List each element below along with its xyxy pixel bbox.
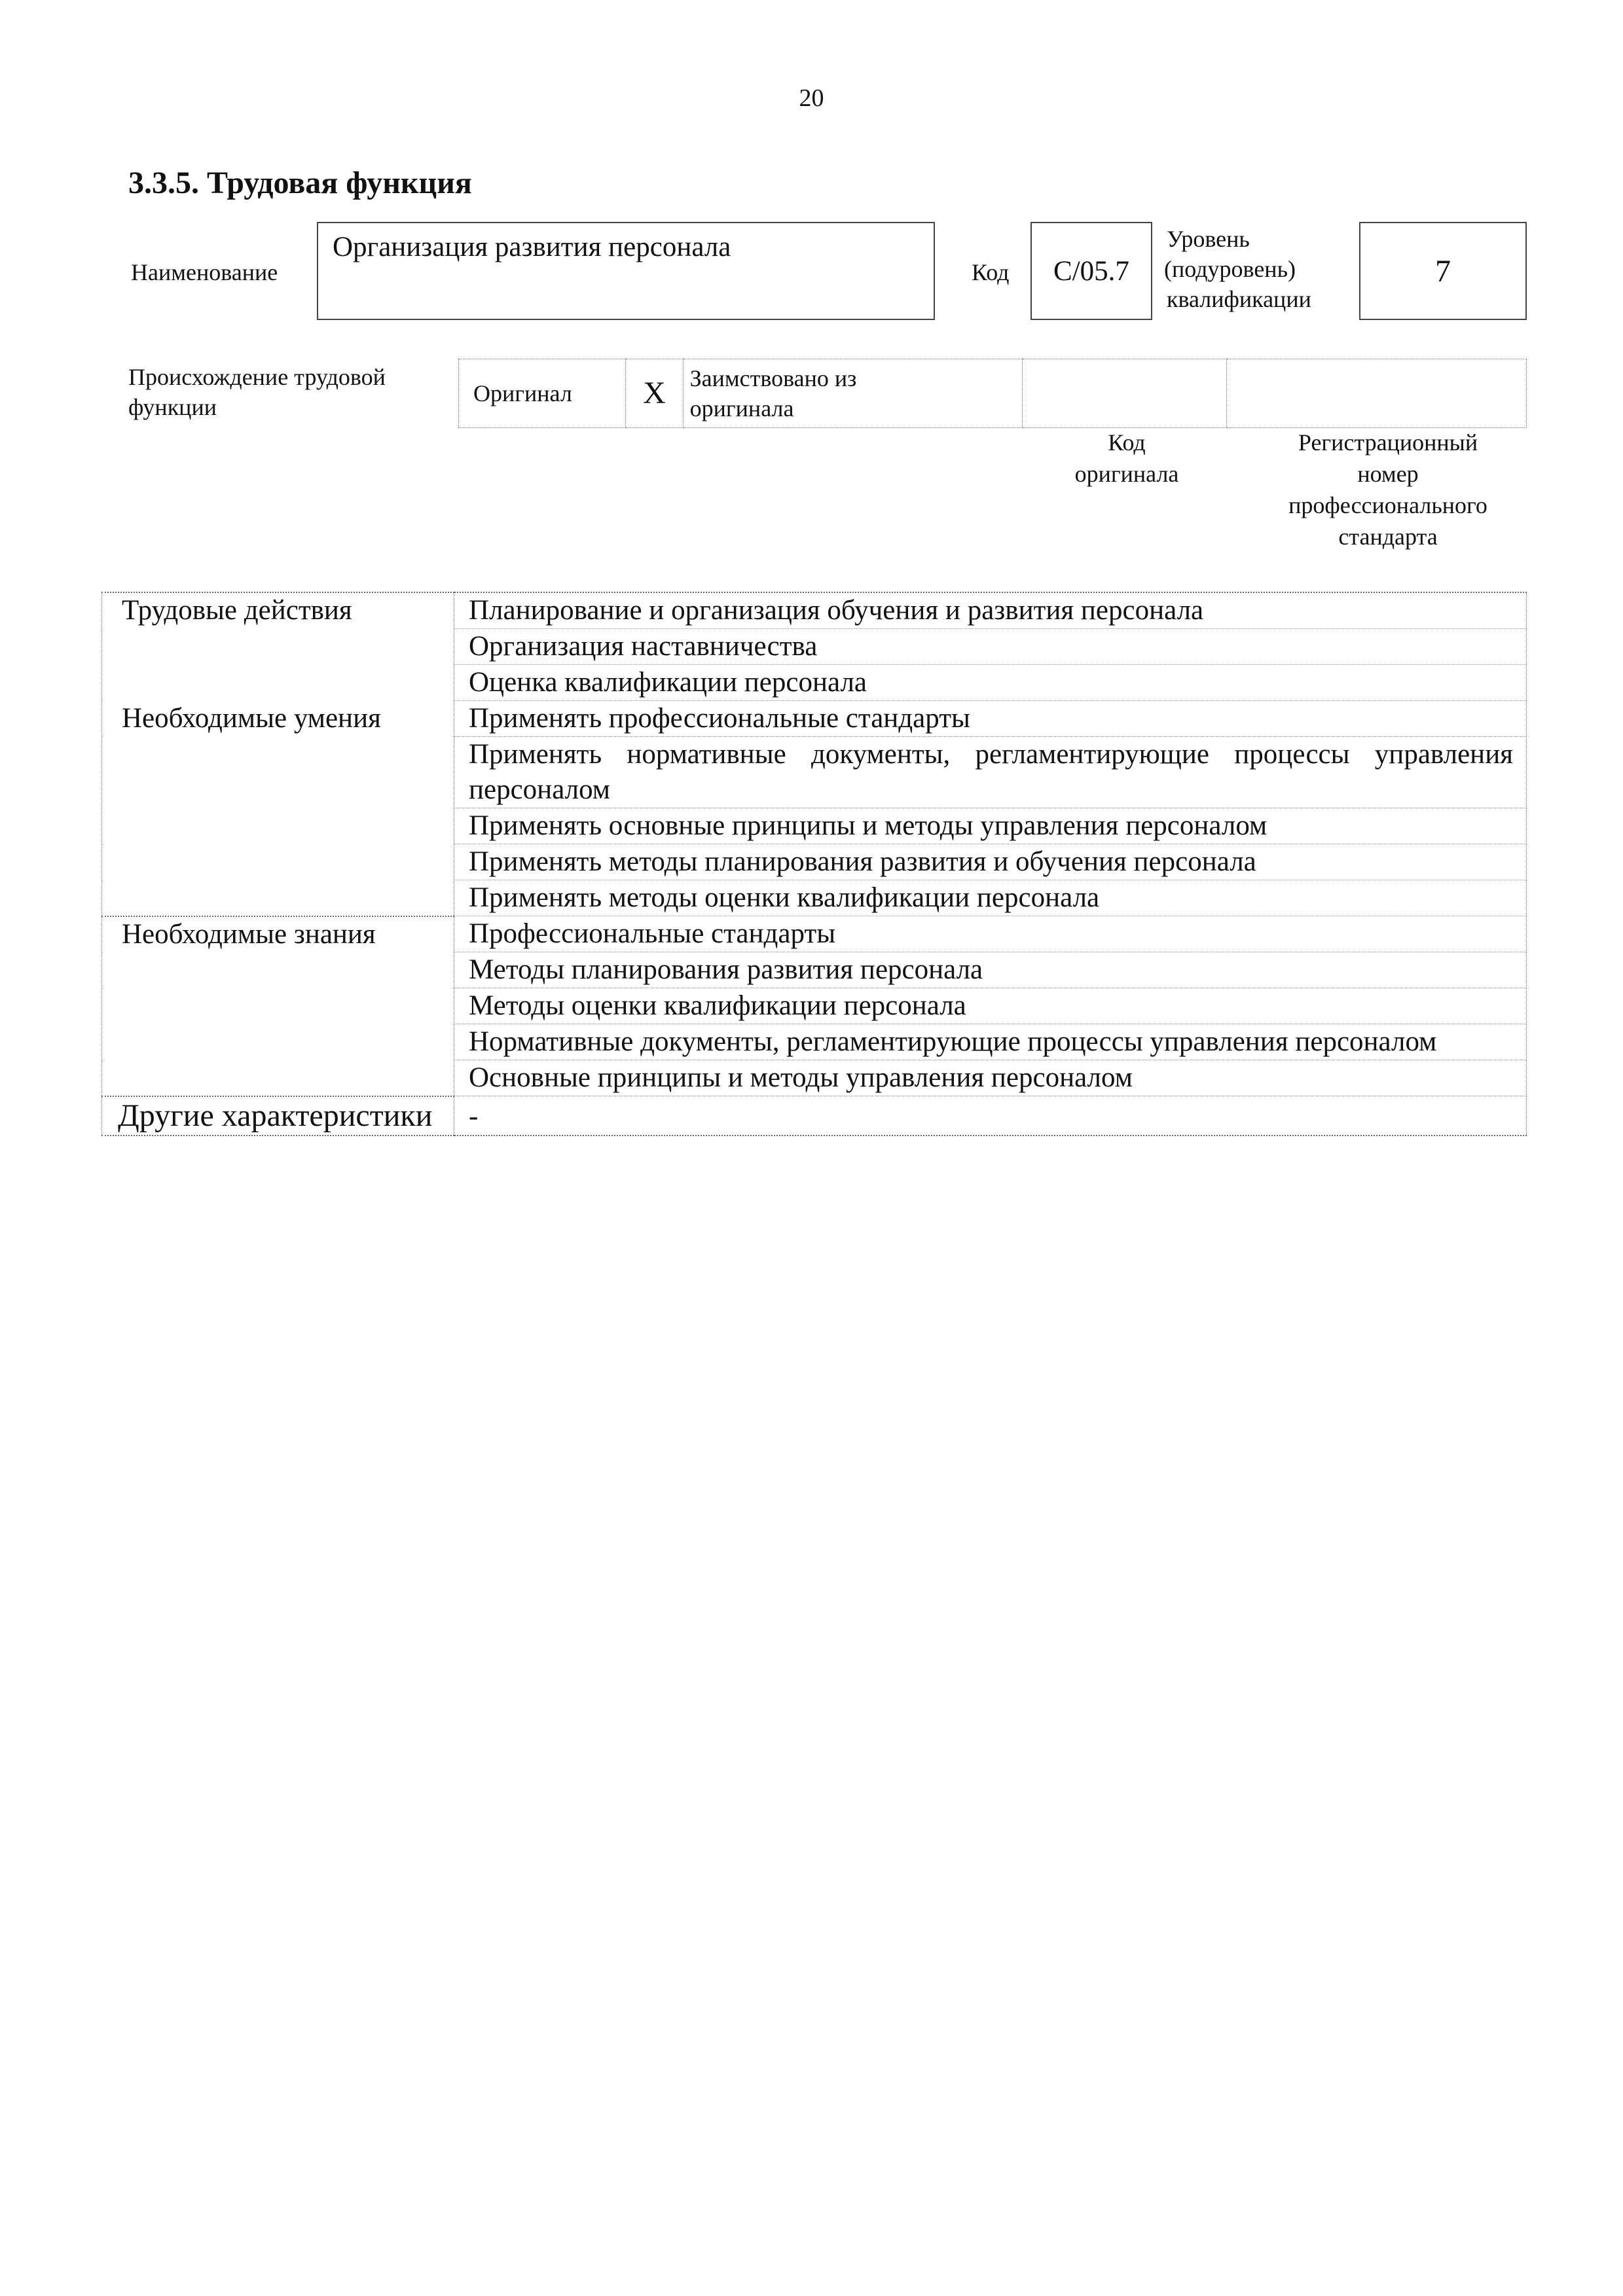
name-label: Наименование — [131, 259, 278, 285]
reg-number-cell — [1226, 359, 1526, 428]
group-item: Применять методы оценки квалификации персонала — [454, 880, 1527, 916]
group-item: Методы планирования развития персонала — [454, 952, 1527, 988]
code-value: C/05.7 — [1053, 255, 1129, 287]
code-caption — [1038, 427, 1215, 490]
level-value-box — [1359, 222, 1527, 320]
name-value: Организация развития персонала — [333, 232, 731, 262]
origin-label — [128, 362, 456, 422]
code-value-box — [1030, 222, 1152, 320]
group-label: Трудовые действия — [102, 592, 454, 701]
group-label: Другие характеристики — [102, 1096, 454, 1136]
reg-caption-line: номер — [1357, 461, 1419, 487]
table-row — [102, 1096, 1527, 1136]
level-label-line: (подуровень) — [1164, 256, 1296, 282]
borrowed-label-line: оригинала — [689, 395, 794, 422]
table-row — [102, 916, 1527, 952]
table-row — [102, 592, 1527, 629]
code-caption-line: оригинала — [1074, 461, 1179, 487]
group-item: Методы оценки квалификации персонала — [454, 988, 1527, 1024]
group-item: Применять методы планирования развития и обучения персонала — [454, 844, 1527, 880]
characteristics-table — [101, 592, 1527, 1136]
level-label-line: Уровень — [1167, 226, 1250, 252]
name-value-box — [317, 222, 935, 320]
group-label: Необходимые знания — [102, 916, 454, 1096]
group-item: Применять профессиональные стандарты — [454, 701, 1527, 737]
original-code-cell — [1022, 359, 1226, 428]
reg-caption-line: Регистрационный — [1298, 429, 1478, 456]
section-title: 3.3.5. Трудовая функция — [128, 166, 472, 200]
code-caption-line: Код — [1108, 429, 1146, 456]
origin-label-line: функции — [128, 394, 217, 420]
group-item: Применять основные принципы и методы управления персоналом — [454, 808, 1527, 844]
reg-caption-line: стандарта — [1338, 524, 1438, 550]
level-value: 7 — [1435, 253, 1451, 289]
group-item: Организация наставничества — [454, 629, 1527, 665]
group-item: Профессиональные стандарты — [454, 916, 1527, 952]
reg-caption — [1237, 427, 1539, 552]
group-item: Применять нормативные документы, регламентирующие процессы управления персоналом — [454, 737, 1527, 808]
group-item: Основные принципы и методы управления персоналом — [454, 1060, 1527, 1096]
group-item: Оценка квалификации персонала — [454, 665, 1527, 701]
origin-table — [458, 359, 1527, 428]
group-item: Нормативные документы, регламентирующие процессы управления персоналом — [454, 1024, 1527, 1060]
group-label: Необходимые умения — [102, 701, 454, 916]
origin-label-line: Происхождение трудовой — [128, 364, 386, 390]
group-item: Планирование и организация обучения и развития персонала — [454, 592, 1527, 629]
code-label: Код — [972, 259, 1010, 285]
group-item: - — [454, 1096, 1527, 1136]
reg-caption-line: профессионального — [1288, 492, 1487, 518]
original-label: Оригинал — [459, 359, 626, 428]
borrowed-label — [683, 359, 1022, 428]
level-label-line: квалификации — [1167, 286, 1311, 312]
page-number: 20 — [799, 84, 824, 112]
table-row — [102, 701, 1527, 737]
borrowed-label-line: Заимствовано из — [689, 365, 857, 391]
level-label — [1164, 224, 1354, 314]
original-mark: X — [626, 359, 683, 428]
